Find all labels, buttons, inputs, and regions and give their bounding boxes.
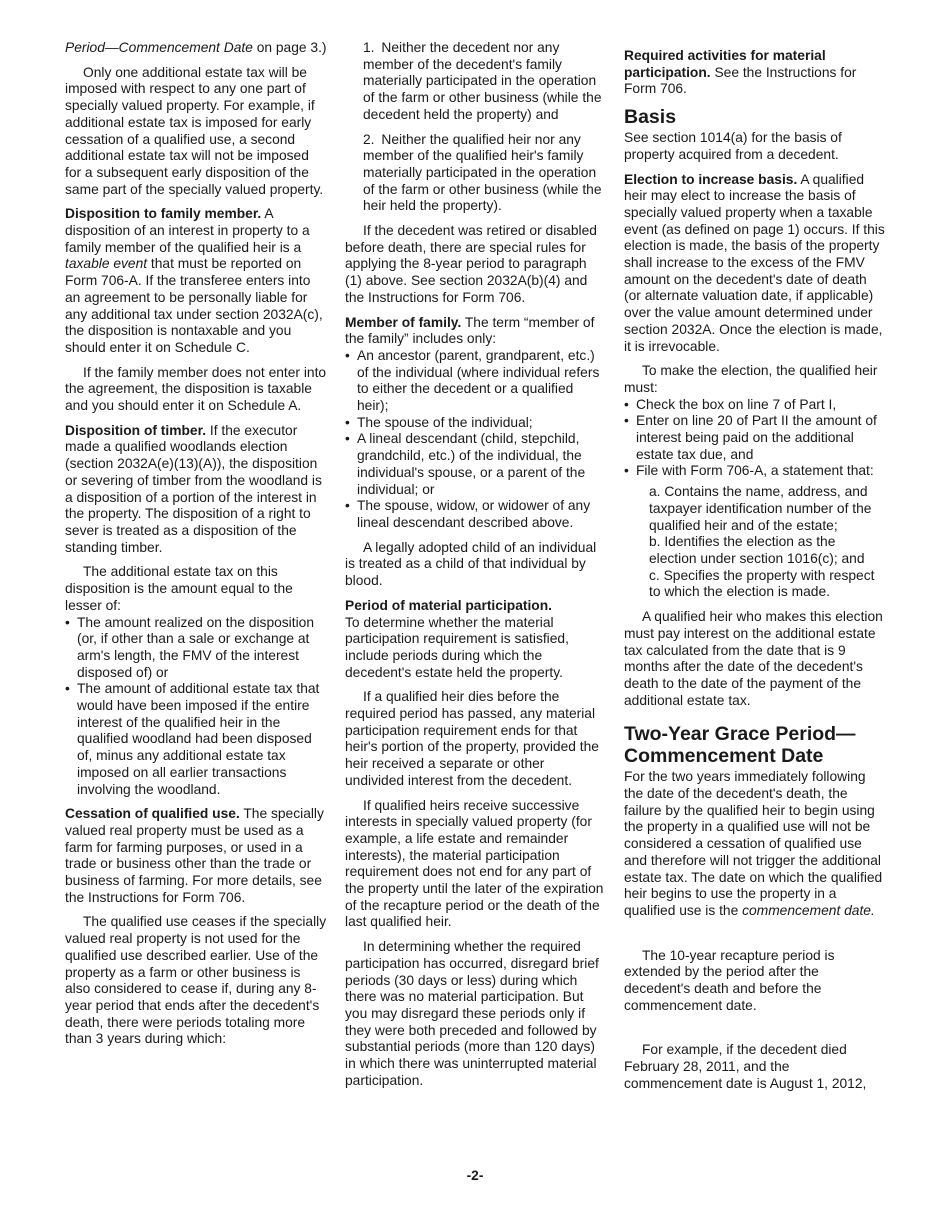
bullet-item: • File with Form 706-A, a statement that: [624,463,874,479]
bullet-icon: • [345,498,350,514]
sub-item-b: b. Identifies the election as the election under section 1016(c); and [649,534,865,566]
subheading-election: Election to increase basis. [624,171,798,187]
paragraph-election: Election to increase basis. A qualified heir may elect to increase the basis of specially valued property when a taxable event (as defined on page 1) occurs. If this election is made, the basis of the property shall increase to the excess of the FMV amount on the decedent's date of death (or alternate valuation date, if applicable) over the value amount determined under section 2032A. Once the election is made, it is irrevocable. [624,171,885,354]
bullet-icon: • [345,347,350,363]
paragraph-determining: In determining whether the required participation has occurred, disregard brief periods (30 days or less) during which there was no material participation. But you may disregard these periods only if they were both preceded and followed by substantial periods (more than 120 days) in which there was uninterrupted material participation. [345,939,599,1088]
bullet-icon: • [345,431,350,447]
paragraph-family-no-agreement: If the family member does not enter into the agreement, the disposition is taxable and you should enter it on Schedule A. [65,364,327,414]
bullet-item: • The spouse, widow, or widower of any lineal descendant described above. [345,498,591,530]
bullet-item: • An ancestor (parent, grandparent, etc.) of the individual (where individual refers to either the decedent or a qualified heir); [345,347,600,414]
bullet-icon: • [624,463,629,479]
paragraph-one-additional-tax: Only one additional estate tax will be imposed with respect to any one part of specially valued property. For example, if additional estate tax is imposed for early cessation of a qualified use, a second additional estate tax will not be imposed for a subsequent early disposition of the same part of the specially valued property. [65,64,324,197]
paragraph-example: For example, if the decedent died February 28, 2011, and the commencement date is August 1, 2012, [624,1042,867,1091]
bullet-item: • The amount realized on the disposition (or, if other than a sale or exchange at arm's length, the FMV of the interest disposed of) or [65,614,314,680]
bullet-item: • Check the box on line 7 of Part I, [624,396,837,412]
paragraph-cessation: Cessation of qualified use. The specially valued real property must be used as a farm for farming purposes, or used in a trade or business other than the trade or business of farming. For more details, see the Instructions for Form 706. [65,806,324,905]
numbered-item-2: 2. Neither the qualified heir nor any member of the qualified heir's family materially participated in the operation of the farm or other business (while the heir held the property). [363,131,602,214]
page-number: -2- [466,1168,484,1183]
paragraph-period-participation: Period of material participation. To determine whether the material participation requirement is satisfied, include periods during which the decedent's estate held the property. [345,597,569,680]
subheading-member-family: Member of family. [345,314,462,330]
paragraph-retired: If the decedent was retired or disabled before death, there are special rules for applying the 8-year period to paragraph (1) above. See section 2032A(b)(4) and the Instructions for Form 706. [345,223,597,305]
subheading-cessation: Cessation of qualified use. [65,806,240,822]
subheading-disposition-family: Disposition to family member. [65,206,262,222]
paragraph-basis: See section 1014(a) for the basis of property acquired from a decedent. [624,130,842,162]
paragraph-adopted: A legally adopted child of an individual is treated as a child of that individual by blood. [345,539,597,589]
paragraph-member-family: Member of family. The term “member of the family” includes only: [345,314,595,347]
bullet-icon: • [65,681,70,697]
subheading-period-participation: Period of material participation. [345,597,552,613]
subheading-disposition-timber: Disposition of timber. [65,422,207,438]
column-1 [65,40,327,1056]
column-2 [345,40,607,1097]
paragraph-qualified-use-ceases: The qualified use ceases if the specially valued real property is not used for the qualified use described earlier. Use of the property as a farm or other business is also considered to cease if, during any 8-year period that ends after the decedent's death, there were periods totaling more than 3 years during which: [65,914,327,1047]
bullet-icon: • [624,413,629,429]
sub-item-a: a. Contains the name, address, and taxpayer identification number of the qualified heir and of the estate; [649,484,872,533]
paragraph-disposition-family: Disposition to family member. A disposition of an interest in property to a family member of the qualified heir is a taxable event that must be reported on Form 706-A. If the transferee enters into an agreement to be personally liable for any additional tax under section 2032A(c), the disposition is nontaxable and you should enter it on Schedule C. [65,206,323,355]
numbered-item-1: 1. Neither the decedent nor any member of the decedent's family materially participated in the operation of the farm or other business (while the decedent held the property) and [363,40,602,122]
bullet-icon: • [345,414,350,430]
paragraph-successive: If qualified heirs receive successive interests in specially valued property (for example, a life estate and remainder interests), the material participation requirement does not end for any part of the property until the later of the expiration of the recapture period or the death of the last qualified heir. [345,797,604,930]
paragraph-grace: For the two years immediately following the date of the decedent's death, the failure by the qualified heir to begin using the property in a qualified use will not be considered a cessation of qualified use and therefore will not trigger the additional estate tax. The date on which the qualified heir begins to use the property in a qualified use is the commencement date. [624,769,883,918]
paragraph-interest: A qualified heir who makes this election must pay interest on the additional estate tax calculated from the date that is 9 months after the date of the decedent's death to the date of the payment of the additional estate tax. [624,609,883,708]
sub-item-c: c. Specifies the property with respect to which the election is made. [649,567,875,600]
paragraph-ten-year: The 10-year recapture period is extended by the period after the decedent's death and before the commencement date. [624,947,835,1013]
heading-basis: Basis [624,106,677,129]
paragraph-disposition-timber: Disposition of timber. If the executor made a qualified woodlands election (section 2032A(e)(13)(A)), the disposition or severing of timber from the woodland is a disposition of a portion of the interest in the property. The disposition of a right to sever is treated as a disposition of the standing timber. [65,422,322,555]
bullet-item: • The amount of additional estate tax that would have been imposed if the entire interest of the qualified heir in the qualified woodland had been disposed of, minus any additional estate tax imposed on all earlier transactions involving the woodland. [65,681,320,797]
subheading-required-activities: Required activities for material participation. [624,48,826,80]
paragraph-required-activities: Required activities for material participation. See the Instructions for Form 706. [624,48,857,97]
bullet-icon: • [624,396,629,412]
bullet-icon: • [65,614,70,630]
bullet-item: • The spouse of the individual; [345,414,533,430]
heading-grace-period: Two-Year Grace Period—Commencement Date [624,723,856,768]
paragraph-continued: Period—Commencement Date on page 3.) [65,40,327,55]
paragraph-heir-dies: If a qualified heir dies before the required period has passed, any material participation requirement ends for that heir's portion of the property, provided the heir received a separate or other undivided interest from the decedent. [345,689,599,788]
column-3 [624,48,886,1101]
paragraph-timber-tax: The additional estate tax on this disposition is the amount equal to the lesser of: [65,564,293,613]
bullet-item: • Enter on line 20 of Part II the amount of interest being paid on the additional estate tax due, and [624,413,877,462]
paragraph-make-election: To make the election, the qualified heir must: [624,363,878,395]
bullet-item: • A lineal descendant (child, stepchild, grandchild, etc.) of the individual, the individual's spouse, or a parent of the individual; or [345,431,586,497]
